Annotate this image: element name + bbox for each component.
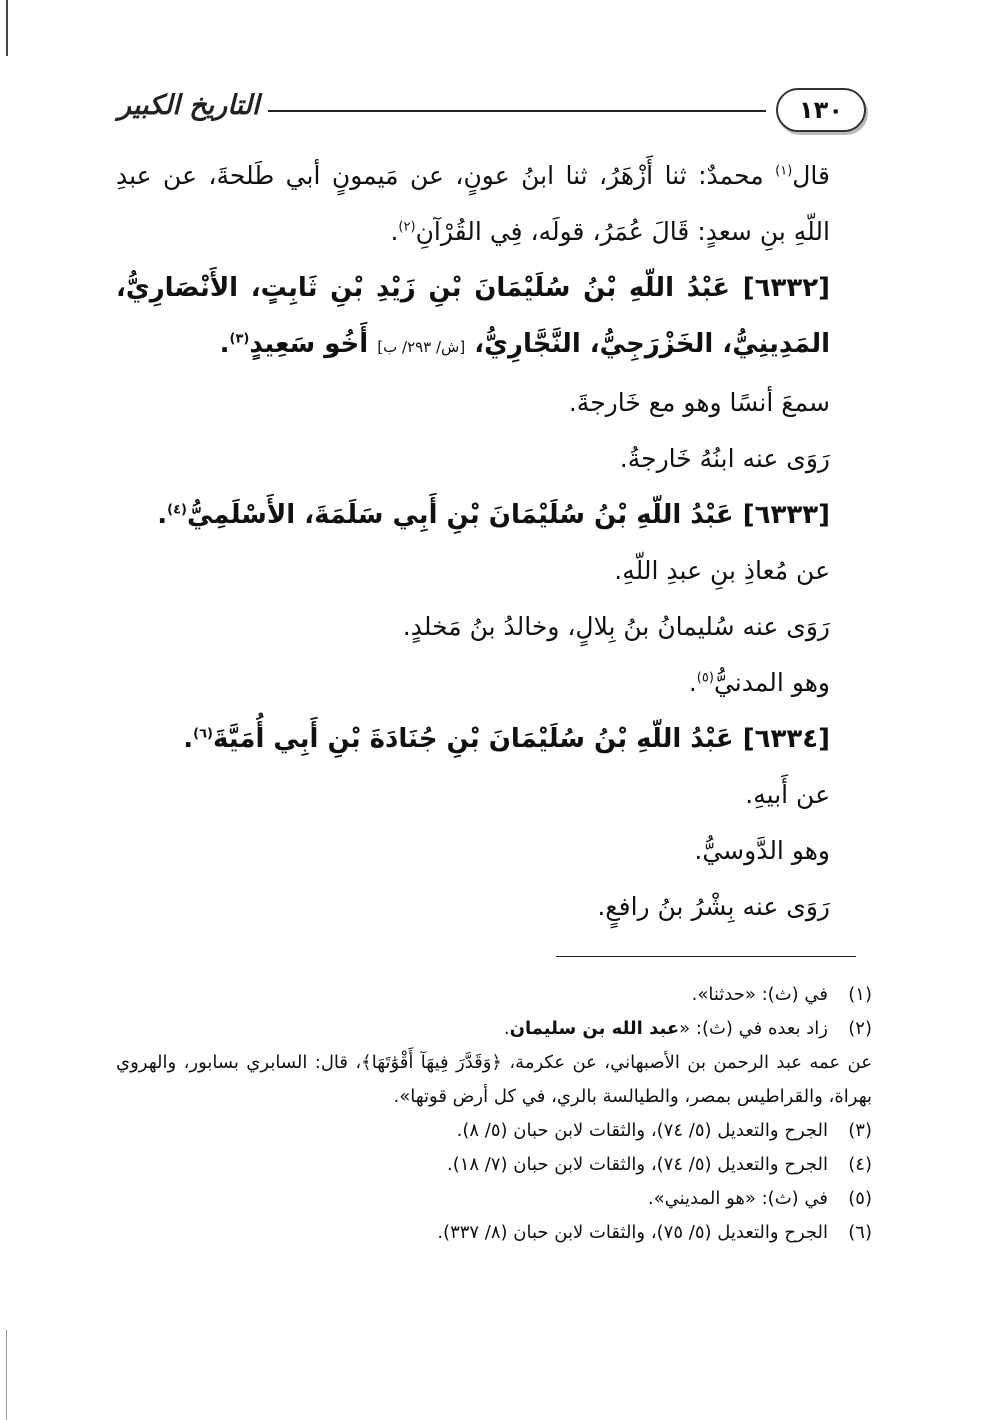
- footnote-ref: (٥): [696, 670, 714, 686]
- footnote-number: (٥): [848, 1188, 872, 1209]
- footnote-text: الجرح والتعديل (٥/ ٧٥)، والثقات لابن حبان (٨/ ٣٣٧).: [437, 1222, 828, 1243]
- paragraph-1: [116, 148, 872, 260]
- line-narrators: رَوَى عنه سُليمانُ بنُ بِلالٍ، وخالدُ بنُ مَخلدٍ.: [402, 612, 830, 641]
- line-father: عن أَبيهِ.: [745, 780, 830, 809]
- line-bishr: رَوَى عنه بِشْرُ بنُ رافعٍ.: [597, 892, 830, 921]
- text-run: .: [219, 329, 230, 359]
- footnote-ref: (٣): [229, 331, 250, 347]
- footnote-number: (٦): [848, 1222, 872, 1243]
- footnote-bold: عبد الله بن سليمان: [509, 1018, 680, 1039]
- footnote-text: في (ث): «حدثنا».: [691, 984, 828, 1005]
- entry-6332: [116, 260, 872, 375]
- footnote-4: [116, 1148, 872, 1182]
- page-edge-mark-bottom: [6, 1330, 7, 1420]
- footnote-number: (٣): [848, 1120, 872, 1141]
- main-text: [116, 148, 872, 935]
- text-run: محمدٌ: ثنا أَزْهَرُ، ثنا ابنُ عونٍ، عن مَيمونٍ أبي طَلحةَ، عن عبدِ اللّهِ بنِ سعدٍ: قَالَ عُمَرُ، قولَه، فِي القُرْآنِ: [116, 161, 830, 246]
- footnote-text: الجرح والتعديل (٥/ ٧٤)، والثقات لابن حبان (٥/ ٨).: [456, 1120, 828, 1141]
- footnote-ref: (٤): [167, 502, 187, 518]
- text-run: قال: [792, 161, 830, 190]
- page-edge-mark: [6, 0, 8, 56]
- footnote-rule: [556, 956, 856, 957]
- text-run: .: [390, 217, 399, 246]
- text-run: .: [688, 668, 697, 697]
- line-narrated: رَوَى عنه ابنُهُ خَارجةُ.: [619, 444, 830, 473]
- entry-heading: [٦٣٣٢] عَبْدُ اللّهِ بْنُ سُلَيْمَانَ بْنِ زَيْدِ بْنِ ثَابِتٍ، الأَنْصَارِيُّ، المَدِينِيُّ، الخَزْرَجِيُّ، النَّجَّارِيُّ،: [116, 273, 830, 359]
- footnote-2: [116, 1012, 872, 1046]
- footnote-5: [116, 1182, 872, 1216]
- page-number-badge: ١٣٠: [776, 88, 866, 132]
- footnote-text: في (ث): «هو المديني».: [647, 1188, 828, 1209]
- footnote-ref: (١): [775, 163, 793, 179]
- entry-6333: [116, 487, 872, 543]
- footnote-ref: (٢): [398, 219, 416, 235]
- entry-heading-tail: أَخُو سَعِيدٍ: [249, 329, 378, 359]
- entry-heading: [٦٣٣٣] عَبْدُ اللّهِ بْنُ سُلَيْمَانَ بْنِ أَبِي سَلَمَةَ، الأَسْلَمِيُّ: [186, 500, 830, 530]
- footnote-number: (١): [848, 984, 872, 1005]
- footnote-1: [116, 978, 872, 1012]
- line-from: عن مُعاذِ بنِ عبدِ اللّهِ.: [614, 556, 830, 585]
- entry-6334: [116, 711, 872, 767]
- line-dawsi: وهو الدَّوسيُّ.: [694, 836, 830, 865]
- entry-heading: [٦٣٣٤] عَبْدُ اللّهِ بْنُ سُلَيْمَانَ بْنِ جُنَادَةَ بْنِ أَبِي أُمَيَّةَ: [212, 724, 830, 754]
- running-header: [118, 88, 866, 144]
- text-run: .: [183, 724, 194, 754]
- footnote-text: الجرح والتعديل (٥/ ٧٤)، والثقات لابن حبان (٧/ ١٨).: [446, 1154, 828, 1175]
- footnote-6: [116, 1216, 872, 1250]
- footnote-ref: (٦): [193, 726, 213, 742]
- footnote-number: (٢): [848, 1018, 872, 1039]
- text-run: .: [503, 1018, 510, 1039]
- footnote-number: (٤): [848, 1154, 872, 1175]
- text-run: .: [157, 500, 168, 530]
- line-nisba: [116, 655, 872, 711]
- line-heard: سمعَ أنسًا وهو مع خَارجةَ.: [568, 388, 830, 417]
- manuscript-ref: [ش/ ٢٩٣/ ب]: [377, 338, 466, 356]
- book-title: التاريخ الكبير: [118, 90, 260, 121]
- text-run: وهو المدنيُّ: [713, 668, 830, 697]
- footnote-text: [116, 1012, 828, 1046]
- footnote-2-continuation: عن عمه عبد الرحمن بن الأصبهاني، عن عكرمة، ﴿وَقَدَّرَ فِيهَآ أَقْوَٰتَهَا﴾، قال: السابري بسابور، والهروي بهراة، والقراطيس بمصر، والطيالسة بالري، في كل أرض قوتها».: [116, 1052, 872, 1107]
- text-run: زاد بعده في (ث): «: [679, 1018, 828, 1039]
- footnote-3: [116, 1114, 872, 1148]
- footnotes: [116, 978, 872, 1250]
- header-rule: [268, 110, 766, 112]
